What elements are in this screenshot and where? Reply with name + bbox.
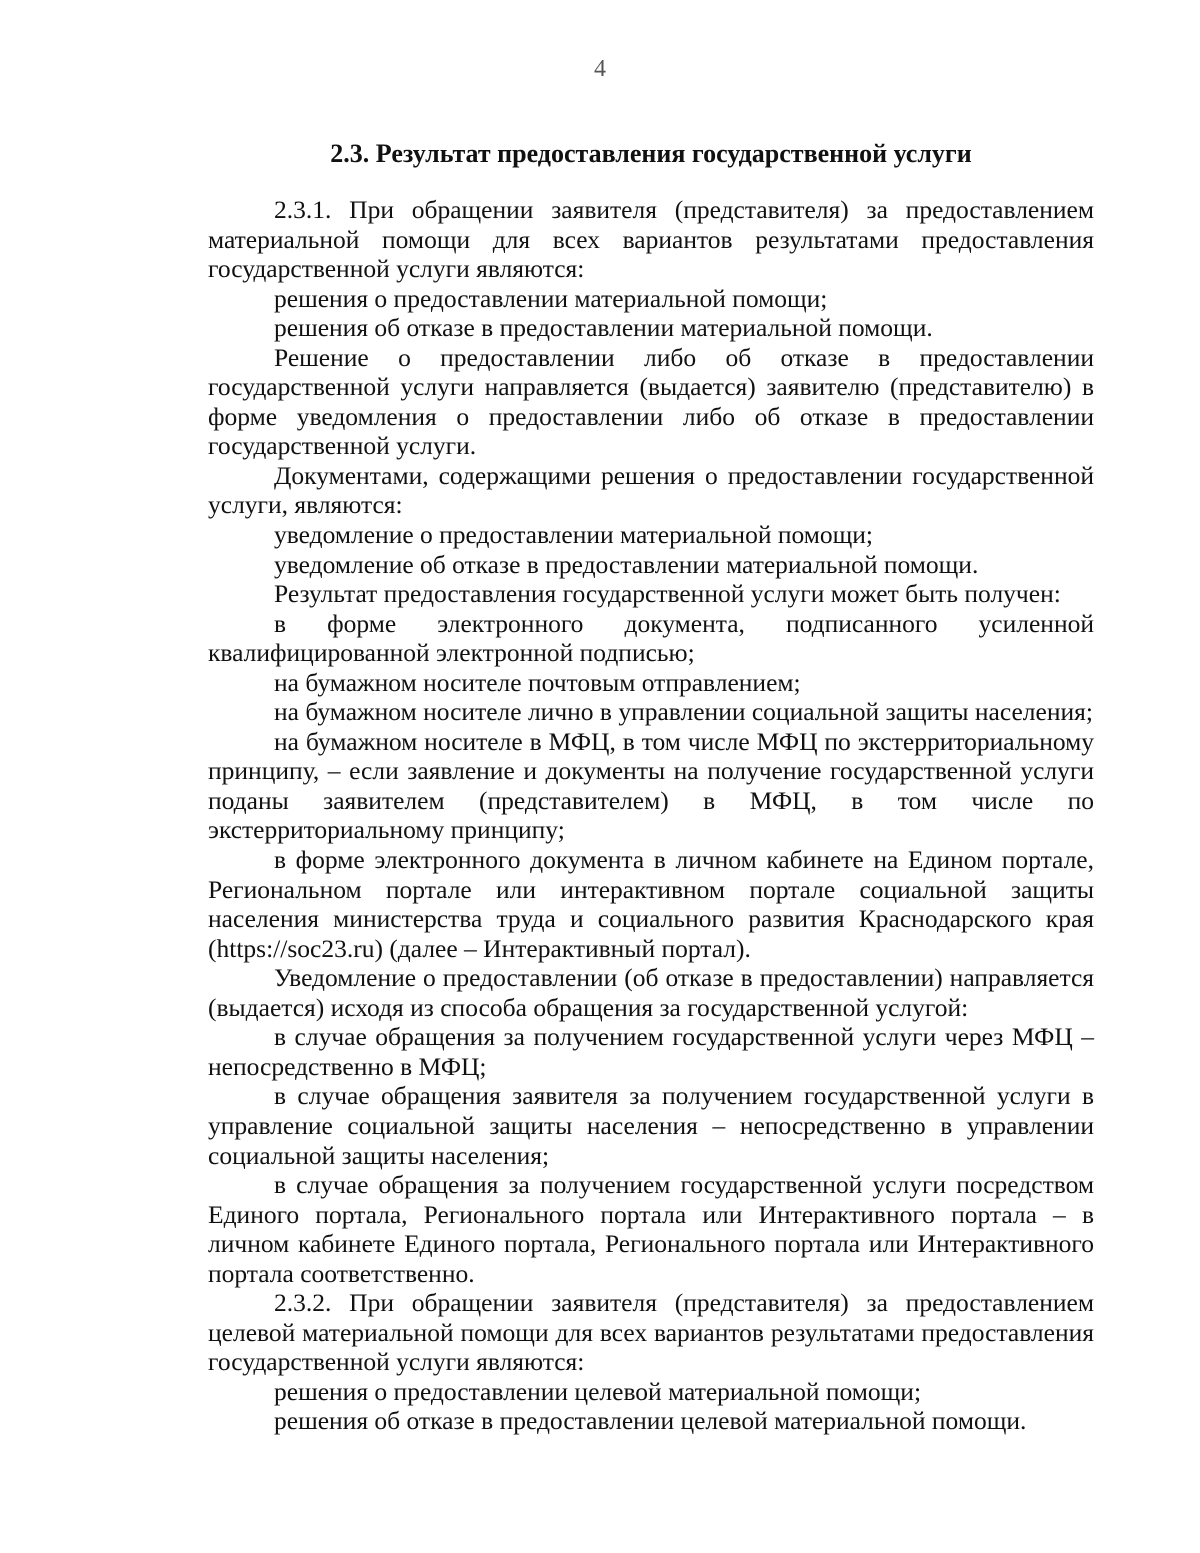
paragraph: решения о предоставлении материальной помощи;: [274, 283, 828, 313]
page-number: 4: [594, 56, 606, 82]
section-body: [208, 195, 1094, 1436]
paragraph: Решение о предоставлении либо об отказе в предоставлении государственной услуги направляется (выдается) заявителю (представителю) в форме уведомления о предоставлении либо об отказе в предоставлении государственной услуги.: [208, 342, 1094, 461]
paragraph: в случае обращения за получением государственной услуги посредством Единого портала, Регионального портала или Интерактивного портала – в личном кабинете Единого портала, Регионального портала или Интерактивного портала соответственно.: [208, 1170, 1094, 1288]
paragraph: в форме электронного документа, подписанного усиленной квалифицированной электронной подписью;: [208, 608, 1094, 668]
paragraph: Результат предоставления государственной услуги может быть получен:: [274, 579, 1061, 609]
paragraph: в случае обращения заявителя за получением государственной услуги в управление социальной защиты населения – непосредственно в управлении социальной защиты населения;: [208, 1081, 1094, 1170]
paragraph: Документами, содержащими решения о предоставлении государственной услуги, являются:: [208, 460, 1094, 520]
paragraph: на бумажном носителе в МФЦ, в том числе МФЦ по экстерриториальному принципу, – если заявление и документы на получение государственной услуги поданы заявителем (представителем) в МФЦ, в том числе по экстерриториальному принципу;: [208, 726, 1094, 845]
paragraph: решения об отказе в предоставлении целевой материальной помощи.: [274, 1406, 1027, 1436]
paragraph: решения о предоставлении целевой материальной помощи;: [274, 1376, 922, 1406]
section-heading: 2.3. Результат предоставления государственной услуги: [330, 139, 972, 168]
paragraph: Уведомление о предоставлении (об отказе в предоставлении) направляется (выдается) исходя из способа обращения за государственной услугой:: [208, 963, 1094, 1022]
paragraph: на бумажном носителе лично в управлении социальной защиты населения;: [274, 697, 1093, 727]
paragraph: 2.3.2. При обращении заявителя (представителя) за предоставлением целевой материальной помощи для всех вариантов результатами предоставления государственной услуги являются:: [208, 1288, 1094, 1377]
paragraph: 2.3.1. При обращении заявителя (представителя) за предоставлением материальной помощи для всех вариантов результатами предоставления государственной услуги являются:: [208, 195, 1094, 284]
paragraph: в случае обращения за получением государственной услуги через МФЦ – непосредственно в МФЦ;: [208, 1022, 1094, 1081]
paragraph: уведомление об отказе в предоставлении материальной помощи.: [274, 549, 979, 579]
paragraph: уведомление о предоставлении материальной помощи;: [274, 520, 874, 550]
paragraph: на бумажном носителе почтовым отправлением;: [274, 667, 801, 697]
paragraph: в форме электронного документа в личном кабинете на Едином портале, Региональном портале или интерактивном портале социальной защиты населения министерства труда и социального развития Краснодарского края (https://soc23.ru) (далее – Интерактивный портал).: [208, 845, 1094, 963]
paragraph: решения об отказе в предоставлении материальной помощи.: [274, 313, 933, 343]
